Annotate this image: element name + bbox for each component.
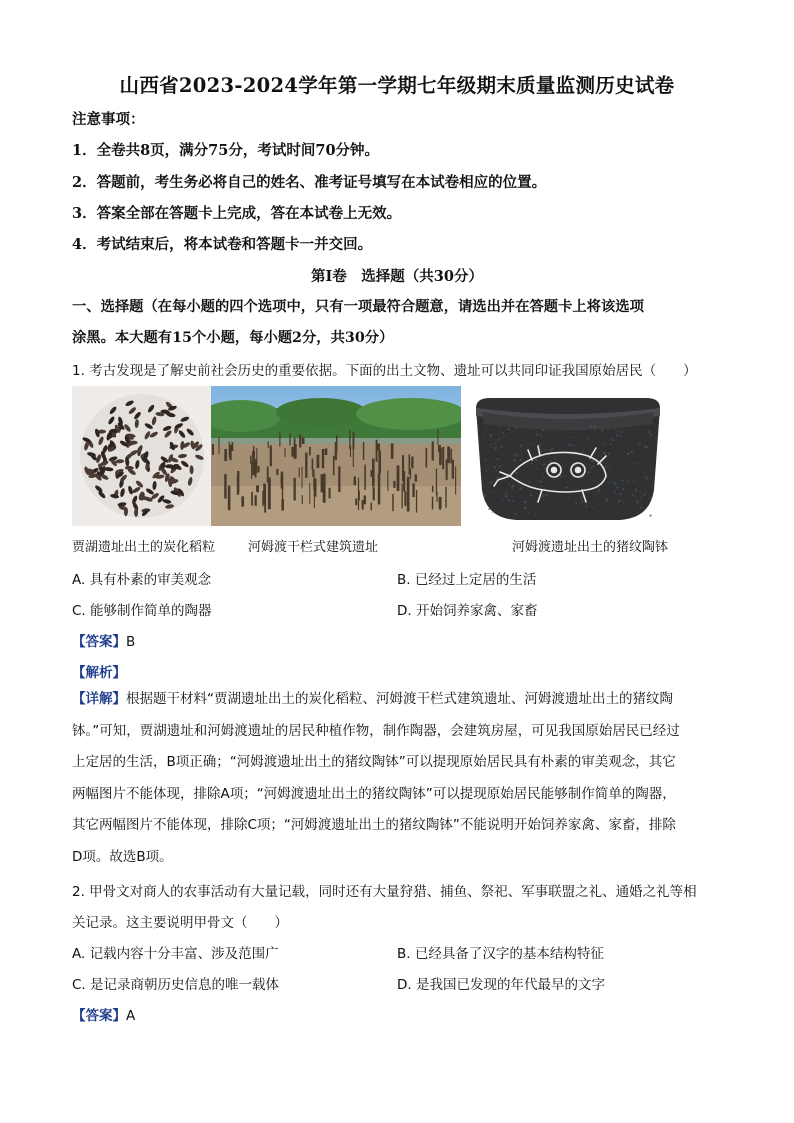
detail-line-3: 上定居的生活，B项正确；“河姆渡遗址出土的猪纹陶钵”可以提现原始居民具有朴素的审美观念，其它 — [72, 754, 676, 771]
q1-option-a: A. 具有朴素的审美观念 — [72, 572, 212, 588]
detail-line-2: 钵。”可知，贾湖遗址和河姆渡遗址的居民种植作物，制作陶器，会建筑房屋，可见我国原始居民已经过 — [72, 722, 680, 739]
q1-option-d: D. 开始饲养家禽、家畜 — [397, 603, 538, 619]
notice-heading: 注意事项： — [72, 111, 145, 128]
section-instruction-1: 一、选择题（在每小题的四个选项中，只有一项最符合题意，请选出并在答题卡上将该选项 — [72, 299, 644, 315]
section-title: 第Ⅰ卷 选择题（共30分） — [311, 268, 483, 285]
caption-stilt-site: 河姆渡干栏式建筑遗址 — [248, 540, 379, 555]
q2-answer — [72, 1004, 135, 1024]
q2-option-a: A. 记载内容十分丰富、涉及范围广 — [72, 946, 279, 962]
notice-item-3: 3．答案全部在答题卡上完成，答在本试卷上无效。 — [72, 205, 402, 222]
answer-label: 【答案】 — [72, 634, 126, 650]
question-2-stem-line-1: 2. 甲骨文对商人的农事活动有大量记载，同时还有大量狩猎、捕鱼、祭祀、军事联盟之礼、通婚之礼等相 — [72, 884, 697, 900]
answer-value: A — [126, 1008, 136, 1024]
caption-rice: 贾湖遗址出土的炭化稻粒 — [72, 540, 216, 555]
notice-item-2: 2．答题前，考生务必将自己的姓名、准考证号填写在本试卷相应的位置。 — [72, 174, 547, 191]
q1-answer — [72, 630, 135, 650]
answer-value: B — [126, 634, 136, 650]
answer-label: 【答案】 — [72, 1008, 126, 1024]
notice-item-1: 1．全卷共8页，满分75分，考试时间70分钟。 — [72, 142, 380, 159]
stilt-house-site-image — [211, 386, 461, 526]
question-1-stem: 1. 考古发现是了解史前社会历史的重要依据。下面的出土文物、遗址可以共同印证我国原始居民（ ） — [72, 363, 697, 379]
detail-line-1 — [72, 684, 722, 716]
q1-option-b: B. 已经过上定居的生活 — [397, 572, 537, 588]
section-instruction-2: 涂黑。本大题有15个小题，每小题2分，共30分） — [72, 330, 394, 346]
detail-line-6: D项。故选B项。 — [72, 848, 173, 865]
detail-label: 【详解】 — [72, 691, 126, 707]
q2-option-d: D. 是我国已发现的年代最早的文字 — [397, 977, 605, 993]
q1-analysis — [72, 661, 126, 681]
detail-text-1: 根据题干材料“贾湖遗址出土的炭化稻粒、河姆渡干栏式建筑遗址、河姆渡遗址出土的猪纹陶 — [126, 691, 673, 707]
carbonized-rice-image — [72, 386, 211, 526]
analysis-label: 【解析】 — [72, 665, 126, 681]
stilt-site-graphic — [211, 386, 461, 526]
detail-line-5: 其它两幅图片不能体现，排除C项；“河姆渡遗址出土的猪纹陶钵”不能说明开始饲养家禽、家畜，排除 — [72, 817, 676, 834]
pig-pattern-bowl-image — [470, 390, 666, 526]
question-2-stem-line-2: 关记录。这主要说明甲骨文（ ） — [72, 915, 288, 931]
rice-grains-graphic — [72, 386, 211, 526]
caption-pottery: 河姆渡遗址出土的猪纹陶钵 — [512, 540, 669, 555]
exam-title: 山西省2023-2024学年第一学期七年级期末质量监测历史试卷 — [119, 74, 675, 97]
q1-option-c: C. 能够制作简单的陶器 — [72, 603, 212, 619]
detail-line-4: 两幅图片不能体现，排除A项；“河姆渡遗址出土的猪纹陶钵”可以提现原始居民能够制作简单的陶器， — [72, 785, 676, 802]
q2-option-c: C. 是记录商朝历史信息的唯一载体 — [72, 977, 280, 993]
q2-option-b: B. 已经具备了汉字的基本结构特征 — [397, 946, 604, 962]
q1-detail — [72, 684, 722, 874]
pottery-bowl-graphic — [470, 390, 666, 526]
notice-item-4: 4．考试结束后，将本试卷和答题卡一并交回。 — [72, 236, 373, 253]
